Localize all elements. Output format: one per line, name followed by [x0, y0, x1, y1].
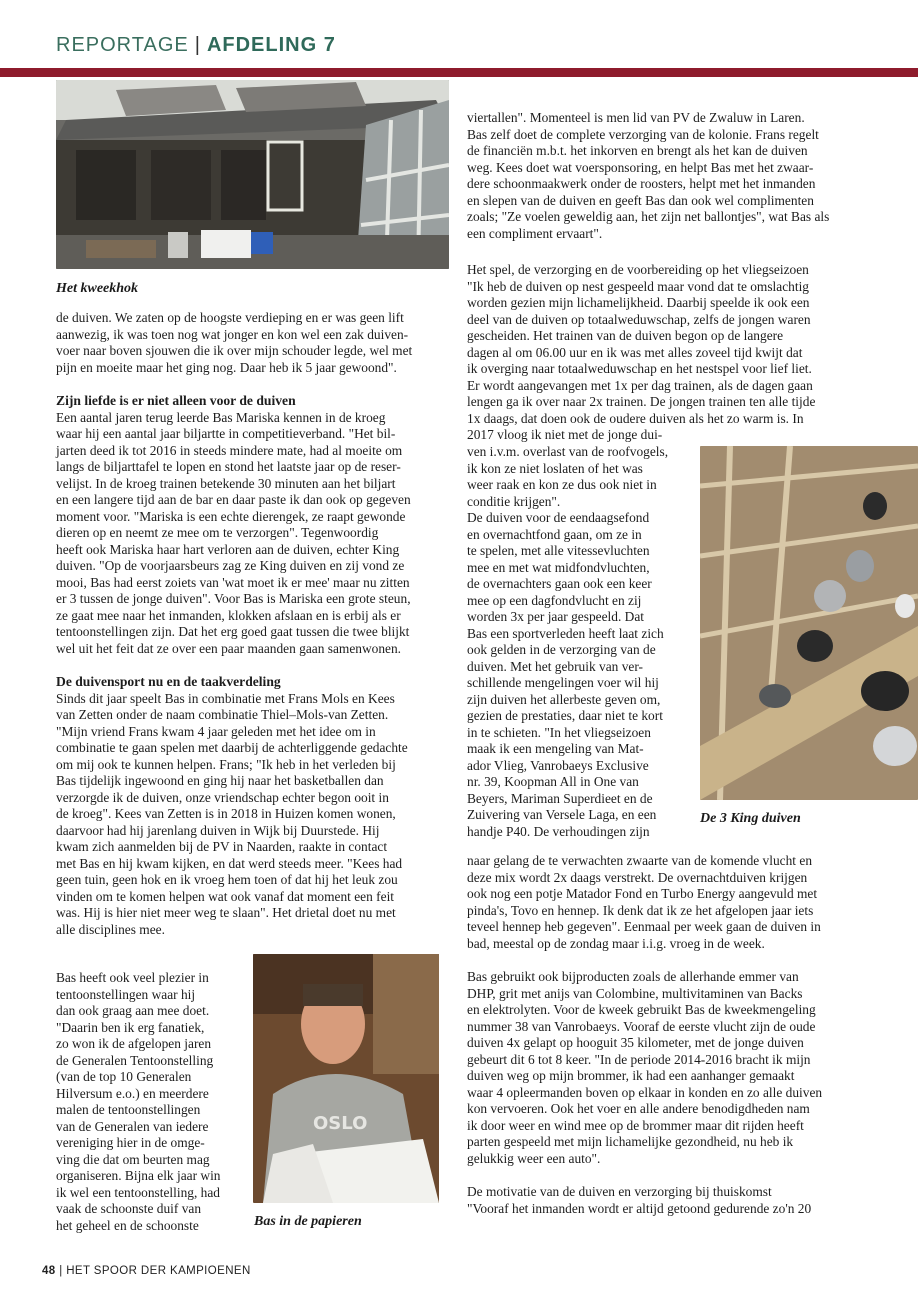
- text-line: te spelen, met alle vitessevluchten: [467, 543, 650, 558]
- text-line: de Generalen Tentoonstelling: [56, 1052, 214, 1068]
- text-line: "Ik heb de duiven op nest gespeeld maar vond dat te omslachtig: [467, 278, 809, 294]
- svg-text:OSLO: OSLO: [313, 1113, 368, 1134]
- kweekhok-photo: [56, 80, 449, 269]
- footer-separator: |: [59, 1265, 63, 1277]
- text-line: in te schieten. "In het vliegseizoen: [467, 724, 651, 740]
- text-line: (van de top 10 Generalen: [56, 1069, 192, 1084]
- text-line: en een langere tijd aan de bar en daar paste ik dan ook op gegeven: [56, 492, 411, 507]
- text-line: schillende mengelingen voer wil hij: [467, 675, 659, 690]
- text-line: organiseren. Bijna elk jaar win: [56, 1168, 221, 1183]
- text-line: pinda's, Tovo en hennep. Ik denk dat ik ze het afgelopen jaar iets: [467, 902, 814, 918]
- text-line: Bas heeft ook veel plezier in: [56, 970, 209, 985]
- text-line: duiven. "Op de voorjaarsbeurs zag ze King duiven en zij vond ze: [56, 558, 405, 573]
- text-line: ook gelden in de verzorging van de: [467, 642, 656, 657]
- text-line: Bas zelf doet de complete verzorging van de kolonie. Frans regelt: [467, 126, 819, 142]
- text-line: DHP, grit met anijs van Colombine, multivitaminen van Backs: [467, 985, 803, 1001]
- text-line: aanwezig, ik was toen nog wat jonger en kon wel een zak duiven-: [56, 326, 409, 342]
- text-line: moment voor. "Mariska is een echte dierengek, ze raapt gewonde: [56, 508, 406, 524]
- kweekhok-caption: Het kweekhok: [56, 281, 139, 296]
- text-line: voer naar boven sjouwen die ik over mijn schouder legde, wel met: [56, 343, 413, 358]
- text-line: een compliment ervaart".: [467, 225, 603, 241]
- page-header: [56, 34, 336, 57]
- bas-photo: [253, 954, 439, 1203]
- text-line: vaak de schoonste duif van: [56, 1201, 202, 1216]
- text-line: vinden om te komen helpen wat ook vanaf dat moment een feit: [56, 888, 395, 904]
- text-line: tentoonstellingen zijn. Dat het erg goed gaat tussen die twee blijkt: [56, 624, 410, 639]
- right-block-3: [467, 853, 877, 1217]
- text-line: geen tuin, geen hok en ik vroeg hem toen of dat hij het leuk zou: [56, 872, 398, 887]
- text-line: er 3 tussen de jonge duiven". Voor Bas is Mariska een grote steun,: [56, 591, 411, 606]
- subheading-liefde: Zijn liefde is er niet alleen voor de duiven: [56, 393, 296, 408]
- text-line: gelukkig weer een auto".: [467, 1150, 601, 1166]
- text-line: dan ook graag aan mee doet.: [56, 1003, 210, 1018]
- text-line: Hilversum e.o.) en meerdere: [56, 1085, 209, 1101]
- text-line: en elektrolyten. Voor de kweek gebruikt Bas de kweekmengeling: [467, 1002, 816, 1017]
- text-line: verzorgde ik de duiven, onze vriendschap echter begon ooit in: [56, 789, 389, 805]
- page-footer: [42, 1265, 251, 1277]
- text-line: naar gelang de te verwachten zwaarte van de komende vlucht en: [467, 853, 813, 868]
- text-line: Een aantal jaren terug leerde Bas Mariska kennen in de kroeg: [56, 409, 386, 425]
- division-label: AFDELING 7: [206, 34, 336, 56]
- text-line: parten gespeeld met mijn lichamelijke gezondheid, nu heb ik: [467, 1134, 794, 1149]
- text-line: kon vervoeren. Ook het voer en alle andere benodigdheden nam: [467, 1101, 810, 1116]
- text-line: kwam zich aanmelden bij de PV in Naarden, raakte in contact: [56, 839, 388, 854]
- text-line: duiven. Met het gebruik van ver-: [467, 658, 643, 674]
- text-line: 2017 vloog ik niet met de jonge dui-: [467, 427, 663, 442]
- king-duiven-photo: [700, 446, 918, 800]
- text-line: ik wel een tentoonstelling, had: [56, 1184, 220, 1200]
- left-block-2: [56, 410, 456, 658]
- text-line: handje P40. De verhoudingen zijn: [467, 823, 650, 839]
- text-line: mee en met wat midfondvluchten,: [467, 559, 650, 575]
- text-line: velijst. In de kroeg trainen betekende 30 minuten aan het biljart: [56, 475, 396, 491]
- text-line: ik overging naar totaalweduwschap en het nestspel voor lief liet.: [467, 361, 812, 376]
- text-line: worden gezien mijn lichamelijkheid. Daarbij speelde ik ook een: [467, 295, 810, 310]
- text-line: combinatie te gaan spelen met daarbij de achterliggende gedachte: [56, 740, 408, 755]
- text-line: Er wordt aangevangen met 1x per dag trainen, als de dagen gaan: [467, 377, 813, 393]
- text-line: "Vooraf het inmanden wordt er altijd getoond gedurende zo'n 20: [467, 1200, 812, 1216]
- text-line: dieren op en neemt ze mee om te verzorgen". Tegenwoordig: [56, 525, 379, 540]
- text-line: daarvoor had hij jarenlang duiven in Wijk bij Duurstede. Hij: [56, 822, 380, 838]
- text-line: ador Vlieg, Vanrobaeys Exclusive: [467, 757, 649, 773]
- text-line: conditie krijgen".: [467, 493, 561, 509]
- text-line: van de Generalen van iedere: [56, 1118, 209, 1134]
- left-block-3: [56, 691, 456, 939]
- text-line: mee op een dagfondvlucht en zij: [467, 592, 642, 608]
- text-line: was. Hij is hier niet meer weg te slaan". Het drietal doet nu met: [56, 905, 396, 920]
- section-label: REPORTAGE: [56, 34, 189, 56]
- header-separator: |: [194, 34, 201, 56]
- subheading-duivensport: De duivensport nu en de taakverdeling: [56, 674, 281, 689]
- text-line: de overnachters gaan ook een keer: [467, 576, 652, 591]
- left-block-1: [56, 310, 456, 376]
- left-block-4: [56, 970, 248, 1234]
- text-line: jarten deed ik tot 2016 in steeds mindere mate, had al moeite om: [56, 442, 403, 458]
- text-line: weer raak en kon ze dus ook niet in: [467, 477, 657, 492]
- text-line: duiven weg op mijn brommer, ik had een aanhanger gemaakt: [467, 1068, 795, 1083]
- text-line: van Zetten onder de naam combinatie Thiel–Mols-van Zetten.: [56, 707, 389, 722]
- text-line: ving die dat om beurten mag: [56, 1151, 210, 1167]
- text-line: duiven 4x gelapt op hooguit 35 kilometer, met de jonge duiven: [467, 1035, 804, 1050]
- text-line: de kroeg". Kees van Zetten is in 2018 in Huizen komen wonen,: [56, 806, 396, 821]
- text-line: dagen al om 06.00 uur en ik was met alles zoveel tijd kwijt dat: [467, 344, 803, 360]
- text-line: waar 4 opleermanden boven op elkaar in konden en zo alle duiven: [467, 1084, 823, 1100]
- text-line: langs de biljarttafel te lopen en stond het laatste jaar op de reser-: [56, 459, 401, 474]
- text-line: Bas tijdelijk ingewoond en ging hij naar het basketballen dan: [56, 773, 384, 788]
- magazine-name: HET SPOOR DER KAMPIOENEN: [66, 1265, 251, 1277]
- text-line: Bas een sportverleden heeft laat zich: [467, 625, 664, 641]
- left-column: [56, 310, 456, 938]
- bas-caption: Bas in de papieren: [254, 1214, 362, 1229]
- text-line: Zuivering van Versele Laga, en een: [467, 807, 657, 822]
- text-line: ik kon ze niet loslaten of het was: [467, 460, 643, 476]
- text-line: Beyers, Mariman Superdieet en de: [467, 790, 653, 806]
- text-line: Bas gebruikt ook bijproducten zoals de allerhande emmer van: [467, 969, 799, 984]
- text-line: malen de tentoonstellingen: [56, 1102, 201, 1117]
- text-line: teveel hennep heb gegeven". Eenmaal per week gaan de duiven in: [467, 919, 821, 934]
- text-line: gebeurt dit 6 tot 8 keer. "In de periode 2014-2016 bracht ik mijn: [467, 1051, 811, 1067]
- text-line: pijn en moeite maar het ging nog. Daar heb ik 5 jaar gewoond".: [56, 359, 397, 375]
- header-accent-bar: [0, 68, 918, 77]
- text-line: ven i.v.m. overlast van de roofvogels,: [467, 444, 669, 459]
- text-line: heeft ook Mariska haar hart verloren aan de duiven, echter King: [56, 541, 400, 557]
- text-line: maak ik een mengeling van Mat-: [467, 741, 644, 756]
- text-line: ze gaat mee naar het inmanden, klokken afslaan en is erbij als er: [56, 607, 401, 623]
- text-line: deel van de duiven op totaalweduwschap, zelfs de jongen waren: [467, 311, 811, 327]
- right-narrow-block: [467, 444, 695, 840]
- subheading-spel: Het spel, de verzorging en de voorbereiding op het vliegseizoen: [467, 262, 809, 277]
- right-block-2: [467, 262, 867, 444]
- text-line: vereniging hier in de omge-: [56, 1135, 205, 1150]
- text-line: Sinds dit jaar speelt Bas in combinatie met Frans Mols en Kees: [56, 690, 395, 706]
- text-line: bad, meestal op de zondag maar i.i.g. vroeg in de week.: [467, 935, 765, 951]
- text-line: De duiven voor de eendaagsefond: [467, 510, 650, 525]
- text-line: waar hij een aantal jaar biljartte in competitieverband. "Het bil-: [56, 426, 396, 441]
- text-line: gezien de prestaties, daar niet te kort: [467, 708, 663, 723]
- text-line: gescheiden. Het trainen van de duiven begon op de langere: [467, 328, 784, 343]
- text-line: deze mix wordt 2x daags verstrekt. De overnachtduiven krijgen: [467, 869, 808, 885]
- text-line: tentoonstellingen waar hij: [56, 986, 196, 1002]
- page-number: 48: [42, 1265, 56, 1277]
- text-line: zoals; "Ze voelen geweldig aan, het zijn net ballontjes", wat Bas als: [467, 209, 830, 224]
- text-line: nr. 39, Koopman All in One van: [467, 774, 639, 789]
- text-line: alle disciplines mee.: [56, 921, 165, 937]
- text-line: weg. Kees doet wat voersponsoring, en helpt Bas met het zwaar-: [467, 159, 814, 175]
- text-line: ook nog een potje Matador Fond en Turbo Energy aangevuld met: [467, 886, 818, 901]
- text-line: mooi, Bas had eerst zoiets van 'wat moet ik er mee' maar nu zitten: [56, 574, 410, 590]
- text-line: "Daarin ben ik erg fanatiek,: [56, 1019, 205, 1035]
- king-caption: De 3 King duiven: [700, 811, 801, 826]
- text-line: de duiven. We zaten op de hoogste verdieping en er was geen lift: [56, 310, 404, 325]
- text-line: en overnachtfond gaan, om ze in: [467, 526, 642, 542]
- right-block-1: [467, 110, 867, 242]
- text-line: worden 3x per jaar gespeeld. Dat: [467, 609, 644, 624]
- text-line: viertallen". Momenteel is men lid van PV de Zwaluw in Laren.: [467, 110, 805, 125]
- text-line: om mij ook te kunnen helpen. Frans; "Ik heb in het verleden bij: [56, 756, 396, 772]
- text-line: zo won ik de afgelopen jaren: [56, 1036, 212, 1051]
- text-line: zijn duiven het allerbeste geven om,: [467, 691, 661, 707]
- text-line: ik door weer en wind mee op de brommer maar dit rijden heeft: [467, 1117, 804, 1133]
- text-line: dere schoonmaakwerk onder de roosters, helpt met het inmanden: [467, 176, 816, 191]
- text-line: en slepen van de duiven en geeft Bas dan ook wel complimenten: [467, 192, 814, 208]
- text-line: nummer 38 van Vanrobaeys. Vooraf de eerste vlucht zijn de oude: [467, 1018, 816, 1034]
- text-line: de financiën m.b.t. het inkorven en brengt als het kan de duiven: [467, 143, 808, 158]
- text-line: 1x daags, dat doen ook de oudere duiven als het zo warm is. In: [467, 410, 804, 426]
- text-line: met Bas en hij kwam kijken, en dat werd steeds meer. "Kees had: [56, 855, 403, 871]
- text-line: wel uit het feit dat ze over een paar maanden gaan samenwonen.: [56, 640, 402, 656]
- text-line: lengen ga ik over naar 2x trainen. De jongen trainen ten alle tijde: [467, 394, 816, 409]
- subheading-motivatie: De motivatie van de duiven en verzorging bij thuiskomst: [467, 1184, 772, 1199]
- text-line: "Mijn vriend Frans kwam 4 jaar geleden met het idee om in: [56, 723, 376, 739]
- text-line: het geheel en de schoonste: [56, 1217, 199, 1233]
